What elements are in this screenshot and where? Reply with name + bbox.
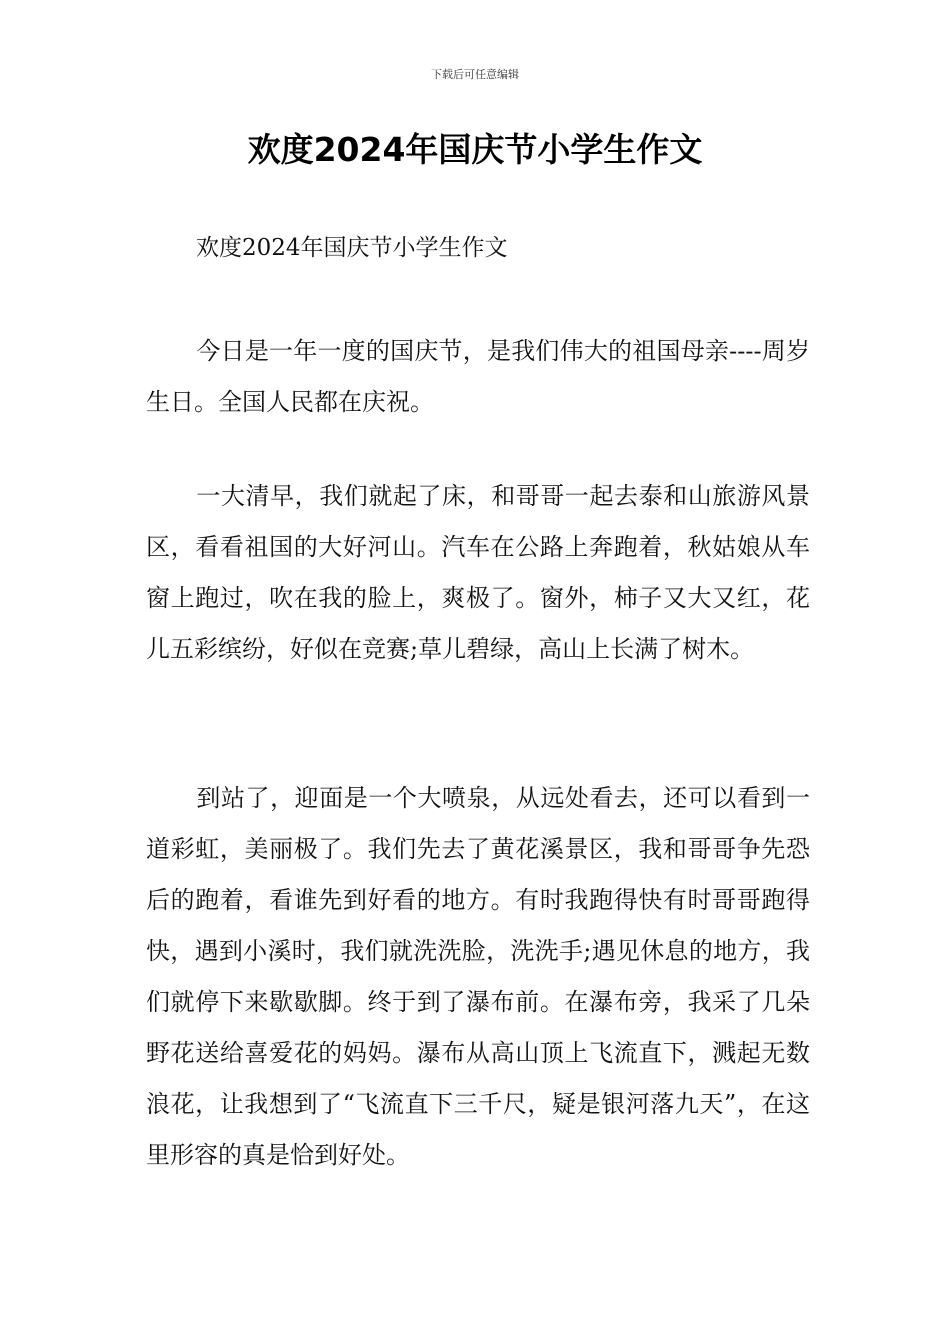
document-subtitle: 欢度2024年国庆节小学生作文 (196, 235, 508, 261)
paragraph-1: 今日是一年一度的国庆节，是我们伟大的祖国母亲----周岁生日。全国人民都在庆祝。 (146, 337, 810, 416)
paragraph-2: 一大清早，我们就起了床，和哥哥一起去泰和山旅游风景区，看看祖国的大好河山。汽车在公路上奔跑着，秋姑娘从车窗上跑过，吹在我的脸上，爽极了。窗外，柿子又大又红，花儿五彩缤纷，好似在竞赛;草儿碧绿，高山上长满了树木。 (146, 482, 810, 663)
document-title: 欢度2024年国庆节小学生作文 (247, 130, 703, 169)
paragraph-3: 到站了，迎面是一个大喷泉，从远处看去，还可以看到一道彩虹，美丽极了。我们先去了黄花溪景区，我和哥哥争先恐后的跑着，看谁先到好看的地方。有时我跑得快有时哥哥跑得快，遇到小溪时，我们就洗洗脸，洗洗手;遇见休息的地方，我们就停下来歇歇脚。终于到了瀑布前。在瀑布旁，我采了几朵野花送给喜爱花的妈妈。瀑布从高山顶上飞流直下，溅起无数浪花，让我想到了“飞流直下三千尺，疑是银河落九天”，在这里形容的真是恰到好处。 (146, 784, 810, 1169)
header-note: 下载后可任意编辑 (431, 68, 519, 81)
